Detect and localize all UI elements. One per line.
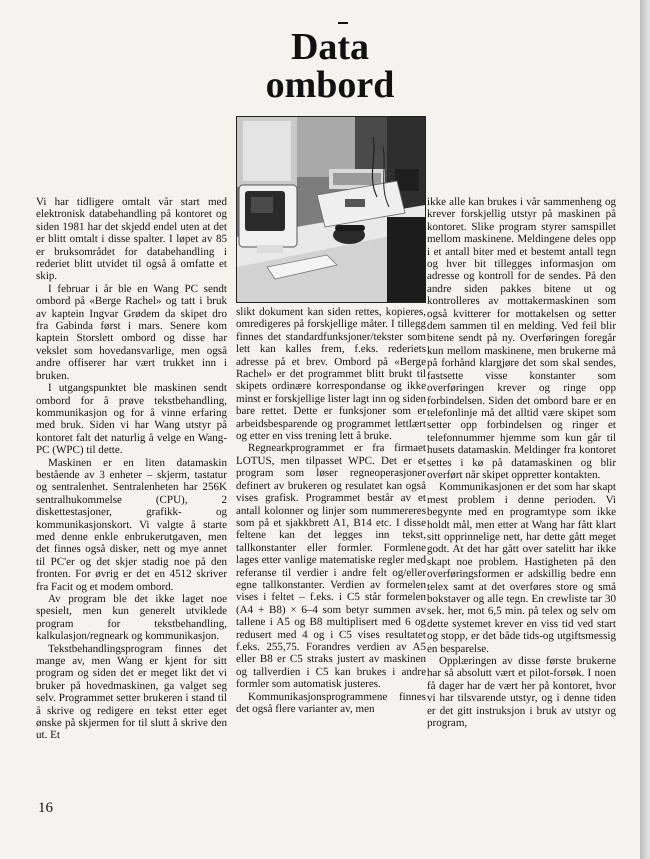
page-number: 16	[38, 800, 53, 816]
paragraph: ikke alle kan brukes i vår sammenheng og krever forskjellig utstyr på maskinen på kontoret. Slike program styrer samspillet mellom maskinene. Meldingene deles opp i et antall biter med et bestemt antall tegn og hver bit tillegges informasjon om adresse og kontroll for de sendes. På den andre siden pakkes bitene ut og kontrolleres av mottakermaskinen som også kvitterer for mottakelsen og setter dem sammen til en melding. Ved feil blir bitene sendt på ny. Overføringen foregår kun mellom maskinene, men brukerne må på forhånd klargjøre det som skal sendes, fastsette visse konstanter som overføringen krever og ringe opp forbindelsen. Siden det ombord bare er en telefonlinje må det alltid være skipet som setter opp forbindelsen og ringer et telefonnummer hjemme som kun går til husets datamaskin. Meldinger fra kontoret settes i kø på datamaskinen og blir overført når skipet oppretter kontakten.	[427, 196, 616, 481]
computer-photo-illustration	[237, 117, 425, 302]
paragraph: Av program ble det ikke laget noe spesielt, men kun generelt utviklede program for tekstbehandling, kalkulasjon/regneark og kommunikasjon.	[36, 593, 227, 643]
article-title	[240, 28, 420, 104]
office-computer-photo	[236, 116, 426, 303]
paragraph: Maskinen er en liten datamaskin bestående av 3 enheter – skjerm, tastatur og sentralenhet. Sentralenheten har 256K sentralhukommelse (CPU), 2 diskettestasjoner, grafikk- og kommunikasjonskort. Vi valgte å starte med denne enkle enbrukerutgaven, men det finnes også disker, nett og mye annet til PC'er og det skjer stadig noe på den fronten. For øvrig er det en 4512 skriver fra Facit og et modem ombord.	[36, 456, 227, 593]
paragraph: Regnearkprogrammet er fra firmaet LOTUS, men tilpasset WPC. Det er et program som løser regneoperasjoner definert av brukeren og resulatet kan også vises grafisk. Programmet består av et antall kolonner og linjer som nummereres som på et sjakkbrett A1, B14 etc. I disse feltene kan det legges inn tekst, tallkonstanter eller formler. Formlene lages etter vanlige matematiske regler med referanse til verdier i andre felt og/eller egne tallkonstanter. Verdien av formelen vises i feltet – f.eks. i C5 står formelen (A4 + B8) × 6–4 som betyr summen av tallene i A5 og B8 multiplisert med 6 og redusert med 4 og i C5 vises resultatet f.eks. 255,75. Forandres verdien av A5 eller B8 er C5 straks justert av maskinen og tallverdien i C5 kan brukes i andre formler som automatisk justeres.	[236, 442, 426, 691]
paragraph: Kommunikasjonen er det som har skapt mest problem i denne perioden. Vi begynte med en programtype som ikke holdt mål, men etter at Wang har fått klart sitt opprinnelige nett, har dette gått meget godt. At det har gått over satelitt har ikke skapt noe problem. Hastigheten på den overføringsformen er adskillig bedre enn telex samt at det overføres store og små bokstaver og alle tegn. En crewliste tar 30 sek. her, mot 6,5 min. på telex og selv om dette systemet krever en viss tid ved start og stopp, er det både tids-og utgiftsmessig en besparelse.	[427, 481, 616, 655]
title-line-1: Data	[290, 26, 370, 68]
page-edge	[640, 0, 650, 859]
title-accent-mark	[338, 22, 348, 24]
paragraph: Opplæringen av disse første brukerne har så absolutt vært et pilot-forsøk. I noen få dager har de vært her på kontoret, hvor vi har tilsvarende utstyr, og i denne tiden er det gitt instruksjon i bruk av utstyr og program,	[427, 655, 616, 730]
text-column-3	[427, 196, 616, 729]
paragraph: Kommunikasjonsprogrammene finnes det også flere varianter av, men	[236, 690, 426, 715]
paragraph: I utgangspunktet ble maskinen sendt ombord for å prøve tekstbehandling, kommunikasjon og for å vinne erfaring med bruk. Siden vi har Wang utstyr på kontoret falt det naturlig å velge en Wang-PC (WPC) til dette.	[36, 382, 227, 457]
text-column-1	[36, 196, 227, 742]
paragraph: slikt dokument kan siden rettes, kopieres, omredigeres på forskjellige måter. I tillegg finnes det standardfunksjoner/tekster som lett kan kalles frem, f.eks. rederiets adresse på et brev. Ombord på «Berge Rachel» er det programmet blitt brukt til skipets ordinære korrespondanse og ikke minst er forskjellige lister lagt inn og siden bare rettet. Dette er funksjoner som er arbeidsbesparende og programmet lettlært og etter en viss trening lett å bruke.	[236, 306, 426, 443]
paragraph: Vi har tidligere omtalt vår start med elektronisk databehandling på kontoret og siden 1981 har det skjedd endel uten at det er blitt omtalt i disse spalter. I løpet av 85 er bruksområdet for databehandling i rederiet blitt utvidet til også å omfatte et skip.	[36, 196, 227, 283]
text-column-2	[236, 306, 426, 715]
paragraph: I februar i år ble en Wang PC sendt ombord på «Berge Rachel» og tatt i bruk av kaptein Ingvar Grødem da skipet dro fra Gabinda først i mars. Senere kom kaptein Storslett ombord og disse har vekslet som hovedansvarlige, men også andre offiserer har vært trukket inn i bruken.	[36, 282, 227, 382]
paragraph: Tekstbehandlingsprogram finnes det mange av, men Wang er kjent for sitt program og siden det er meget likt det vi bruker på hovedmaskinen, ga valget seg selv. Programmet setter brukeren i stand til å skrive og redigere en tekst etter eget ønske på skjermen for til slutt å skrive den ut. Et	[36, 642, 227, 742]
title-line-2: ombord	[265, 64, 395, 106]
